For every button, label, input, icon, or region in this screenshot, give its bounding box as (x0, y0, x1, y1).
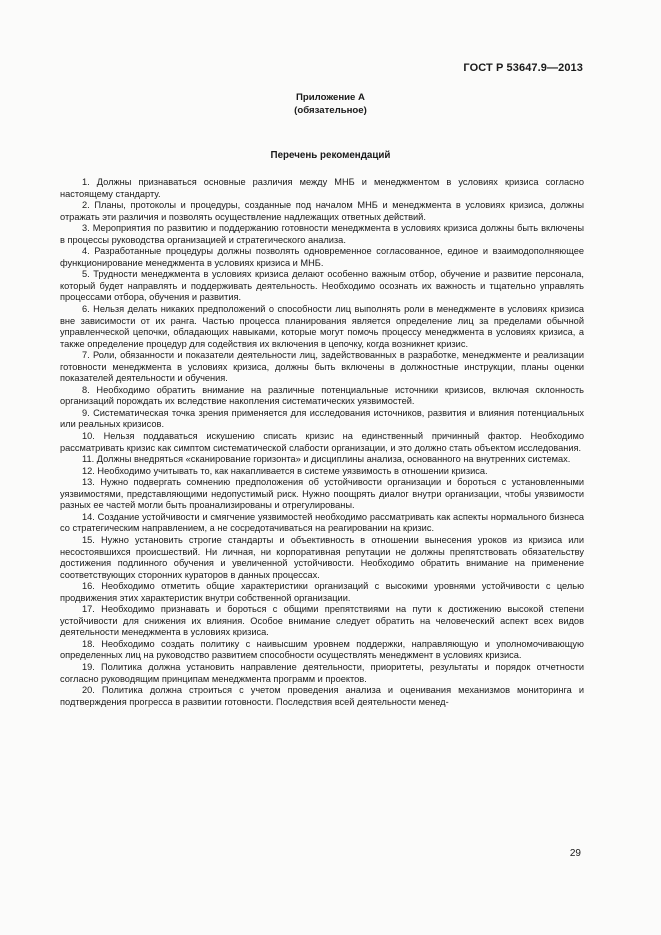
recommendation-item: 2. Планы, протоколы и процедуры, созданные под началом МНБ и менеджмента в условиях кризиса, должны отражать эти различия и позволять осуществление надлежащих ответных действий. (60, 200, 584, 222)
appendix-heading (0, 91, 661, 117)
recommendation-item: 9. Систематическая точка зрения применяется для исследования источников, развития и влияния потенциальных или реальных кризисов. (60, 407, 584, 430)
recommendation-item: 8. Необходимо обратить внимание на различные потенциальные источники кризисов, включая склонность организаций порождать их вследствие накопления систематических уязвимостей. (60, 384, 584, 407)
recommendation-item: 14. Создание устойчивости и смягчение уязвимостей необходимо рассматривать как аспекты нормального бизнеса со стратегическим направлением, а не сосредотачиваться на реагировании на кризис. (60, 511, 584, 534)
recommendation-item: 18. Необходимо создать политику с наивысшим уровнем поддержки, направляющую и уполномочивающую определенных лиц на руководство развитием способности осуществлять менеджмент в условиях кризиса. (60, 638, 584, 661)
recommendation-item: 10. Нельзя поддаваться искушению списать кризис на единственный причинный фактор. Необходимо рассматривать кризис как симптом систематической слабости организации, и это должно стать объектом исследования. (60, 431, 584, 453)
recommendation-item: 16. Необходимо отметить общие характеристики организаций с высокими уровнями устойчивости с целью продвижения этих характеристик внутри собственной организации. (60, 581, 584, 603)
recommendation-item: 12. Необходимо учитывать то, как накапливается в системе уязвимость в отношении кризиса. (82, 465, 488, 476)
recommendations-list (60, 177, 584, 708)
recommendation-item: 5. Трудности менеджмента в условиях кризиса делают особенно важным отбор, обучение и развитие персонала, который будет направлять и поддерживать деятельность. Необходимо осознать их важность и тщательно управлять процессами отбора, обучения и развития. (60, 269, 584, 303)
recommendation-item: 17. Необходимо признавать и бороться с общими препятствиями на пути к достижению высокой степени устойчивости для снижения их влияния. Особое внимание следует обратить на человеческий аспект всех видов деятельности менеджмента в условиях кризиса. (60, 604, 584, 638)
appendix-title: Приложение А (296, 92, 365, 103)
section-title: Перечень рекомендаций (270, 150, 391, 161)
recommendation-item: 13. Нужно подвергать сомнению предположения об устойчивости организации и бороться с установленными уязвимостями, представляющими недопустимый риск. Нужно поощрять диалог внутри организации, чтобы уязвимости разных ее частей могли быть проанализированы и отрегулированы. (60, 477, 584, 511)
page-number: 29 (569, 848, 581, 859)
recommendation-item: 7. Роли, обязанности и показатели деятельности лиц, задействованных в разработке, менеджменте и реализации готовности менеджмента в условиях кризиса, должны быть включены в должностные инструкции, планы оценки показателей деятельности и обучения. (60, 350, 584, 384)
recommendation-item: 19. Политика должна установить направление деятельности, приоритеты, результаты и порядок отчетности согласно руководящим принципам менеджмента программ и проектов. (60, 661, 584, 684)
recommendation-item: 1. Должны признаваться основные различия между МНБ и менеджментом в условиях кризиса согласно настоящему стандарту. (60, 177, 584, 199)
recommendation-item: 20. Политика должна строиться с учетом проведения анализа и оценивания механизмов мониторинга и подтверждения прогресса в развитии готовности. Последствия всей деятельности менед- (60, 685, 584, 707)
recommendation-item: 6. Нельзя делать никаких предположений о способности лиц выполнять роли в менеджменте в условиях кризиса вне зависимости от их ранга. Частью процесса планирования является определение лиц за пределами обычной управленческой цепочки, обладающих навыками, которые могут помочь процессу менеджмента в условиях кризиса, а также определение процедур для содействия их включения в цепочку, когда возникнет кризис. (60, 304, 584, 349)
recommendation-item: 11. Должны внедряться «сканирование горизонта» и дисциплины анализа, основанного на внутренних системах. (82, 454, 571, 465)
recommendation-item: 15. Нужно установить строгие стандарты и объективность в отношении вынесения уроков из кризиса или несостоявшихся происшествий. Ни личная, ни корпоративная репутации не должны препятствовать обязательству достижения подлинного обучения и увеличенной устойчивости. Необходимо обратить внимание на применение соответствующих сторонних кураторов в данных процессах. (60, 534, 584, 580)
recommendation-item: 3. Мероприятия по развитию и поддержанию готовности менеджмента в условиях кризиса должны быть включены в процессы руководства организацией и стратегического анализа. (60, 223, 584, 245)
recommendation-item: 4. Разработанные процедуры должны позволять одновременное согласованное, единое и взаимодополняющее функционирование менеджмента в условиях кризиса и МНБ. (60, 246, 584, 268)
document-id: ГОСТ Р 53647.9—2013 (463, 62, 583, 74)
appendix-subtitle: (обязательное) (294, 105, 367, 116)
